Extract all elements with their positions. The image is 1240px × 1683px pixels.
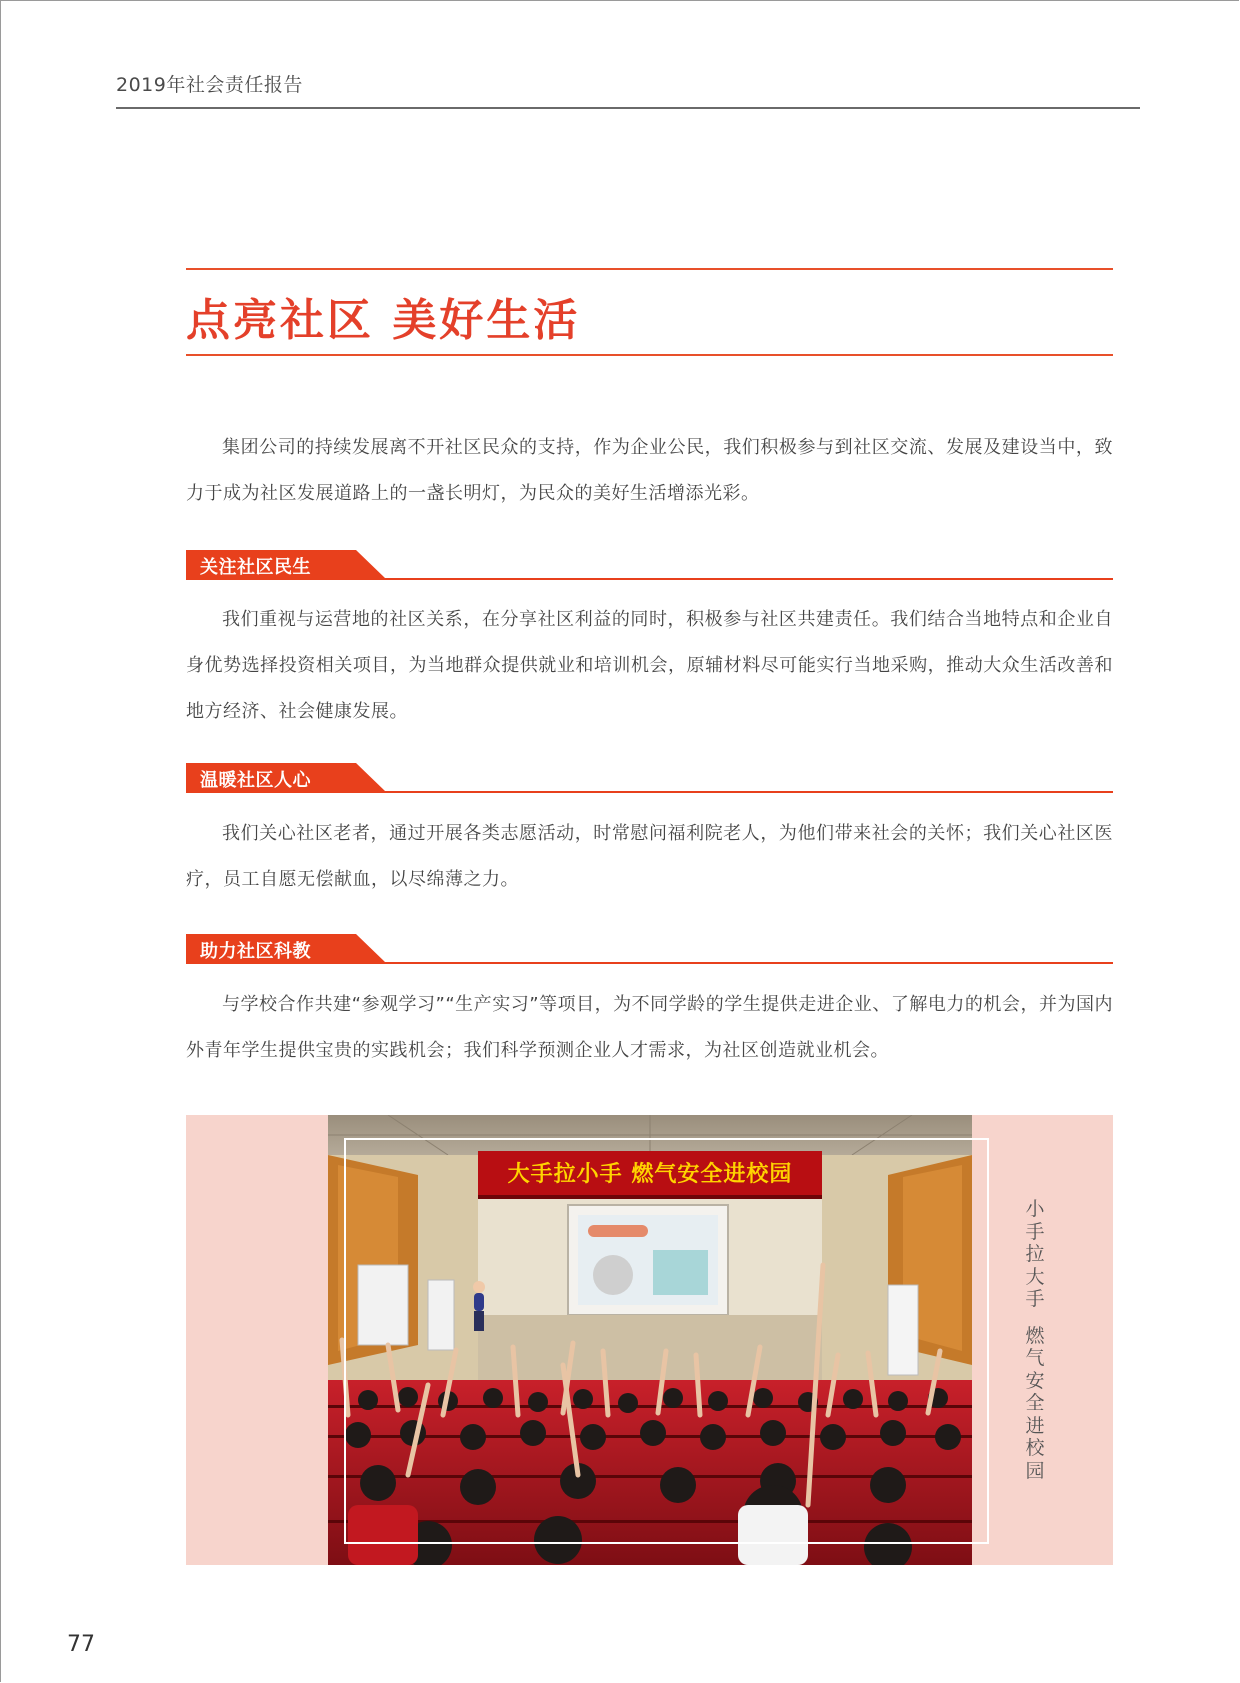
report-header-title: 2019年社会责任报告 [116,74,303,96]
section-body-text: 我们重视与运营地的社区关系，在分享社区利益的同时，积极参与社区共建责任。我们结合当地特点和企业自身优势选择投资相关项目，为当地群众提供就业和培训机会，原辅材料尽可能实行当地采购，推动大众生活改善和地方经济、社会健康发展。 [186,609,1113,722]
photo-caption [1022,1198,1048,1482]
section-body-text: 我们关心社区老者，通过开展各类志愿活动，时常慰问福利院老人，为他们带来社会的关怀；我们关心社区医疗，员工自愿无偿献血，以尽绵薄之力。 [186,823,1113,890]
photo-caption-line-1: 小手拉大手 [1025,1198,1045,1310]
section-body-education [186,982,1113,1074]
section-heading-livelihood [186,550,1113,580]
page-title: 点亮社区 美好生活 [186,295,581,346]
intro-text: 集团公司的持续发展离不开社区民众的支持，作为企业公民，我们积极参与到社区交流、发展及建设当中，致力于成为社区发展道路上的一盏长明灯，为民众的美好生活增添光彩。 [186,437,1113,504]
section-body-text: 与学校合作共建“参观学习”“生产实习”等项目，为不同学龄的学生提供走进企业、了解电力的机会，并为国内外青年学生提供宝贵的实践机会；我们科学预测企业人才需求，为社区创造就业机会。 [186,994,1113,1061]
photo-caption-line-2: 燃气安全进校园 [1025,1324,1045,1482]
title-rule-top [186,268,1113,270]
section-body-warmth [186,811,1113,903]
title-rule-bottom [186,354,1113,356]
section-rule [186,791,1113,793]
section-heading-warmth [186,763,1113,793]
classroom-photo [328,1115,972,1565]
led-banner-text: 大手拉小手 燃气安全进校园 [507,1162,793,1187]
section-body-livelihood [186,597,1113,735]
section-rule [186,962,1113,964]
intro-paragraph [186,425,1113,517]
section-rule [186,578,1113,580]
section-heading-label: 温暖社区人心 [200,770,311,791]
page-number: 77 [67,1632,95,1657]
caption-gap [1022,1311,1048,1325]
section-heading-label: 助力社区科教 [200,941,311,962]
section-heading-label: 关注社区民生 [200,557,311,578]
header-divider [116,107,1140,109]
section-heading-education [186,934,1113,964]
